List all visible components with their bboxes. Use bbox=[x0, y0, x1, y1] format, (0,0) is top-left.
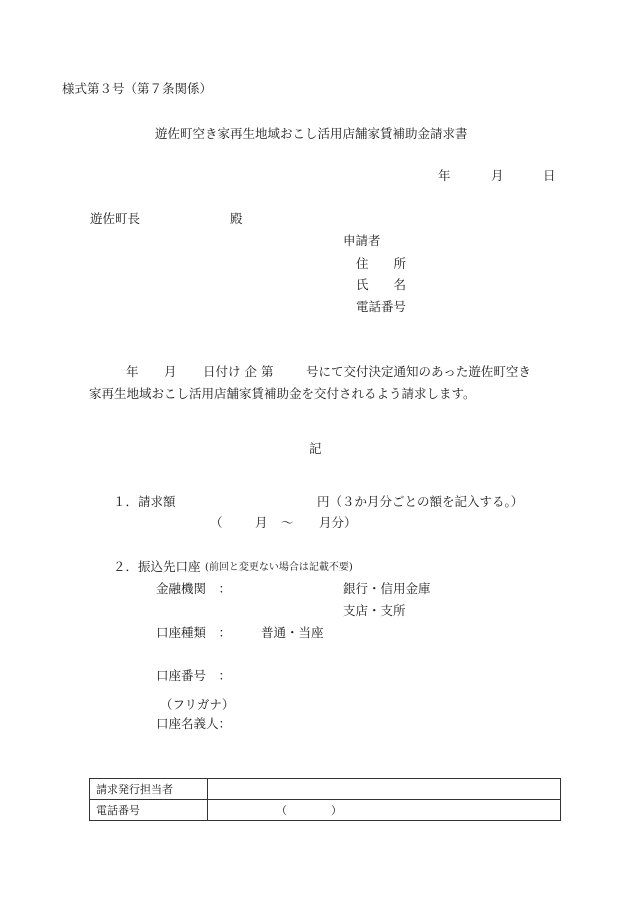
applicant-name-label: 氏 名 bbox=[356, 277, 407, 292]
body-year: 年 bbox=[126, 364, 139, 379]
account-number-label: 口座番号 ： bbox=[156, 668, 232, 683]
bank-type: 銀行・信用金庫 bbox=[343, 581, 431, 596]
date-year: 年 bbox=[438, 168, 451, 183]
body-line2: 家再生地域おこし活用店舗家賃補助金を交付されるよう請求します。 bbox=[89, 386, 476, 401]
item1-period-open: （ bbox=[210, 515, 223, 530]
account-type-label: 口座種類 ： bbox=[156, 625, 232, 640]
item1-period-tilde: ～ bbox=[281, 515, 294, 530]
account-holder-label: 口座名義人： bbox=[156, 716, 232, 731]
applicant-address-label: 住 所 bbox=[356, 256, 407, 271]
document-title: 遊佐町空き家再生地域おこし活用店舗家賃補助金請求書 bbox=[155, 126, 468, 141]
item1-yen-note: 円（３か月分ごとの額を記入する。） bbox=[317, 494, 524, 509]
phone-label: 電話番号 bbox=[90, 800, 208, 821]
phone-value: （ ） bbox=[208, 800, 561, 821]
issuer-value bbox=[208, 779, 561, 800]
item1-period-month2: 月分） bbox=[319, 515, 357, 530]
form-number: 様式第３号（第７条関係） bbox=[62, 81, 213, 96]
body-line1-end: 号にて交付決定通知のあった遊佐町空き bbox=[306, 364, 531, 379]
body-month: 月 bbox=[164, 364, 177, 379]
applicant-phone-label: 電話番号 bbox=[356, 299, 407, 314]
bank-label: 金融機関 ： bbox=[156, 581, 232, 596]
table-row bbox=[90, 779, 561, 800]
date-day: 日 bbox=[543, 168, 556, 183]
date-month: 月 bbox=[491, 168, 504, 183]
table-row bbox=[90, 800, 561, 821]
addressee-name: 遊佐町長 bbox=[90, 211, 141, 226]
branch-type: 支店・支所 bbox=[343, 603, 406, 618]
ki-heading: 記 bbox=[309, 441, 322, 456]
account-type-options: 普通・当座 bbox=[261, 625, 324, 640]
furigana-label: （フリガナ） bbox=[160, 697, 235, 712]
issuer-label: 請求発行担当者 bbox=[90, 779, 208, 800]
addressee-honorific: 殿 bbox=[230, 211, 243, 226]
item1-period-month1: 月 bbox=[255, 515, 268, 530]
item2-label: ２．振込先口座 bbox=[113, 559, 201, 574]
applicant-heading: 申請者 bbox=[343, 233, 381, 248]
body-date-ref: 日付け 企 第 bbox=[203, 364, 274, 379]
contact-table bbox=[89, 778, 561, 821]
item2-note: (前回と変更ない場合は記載不要) bbox=[205, 562, 353, 573]
item1-label: １．請求額 bbox=[113, 494, 176, 509]
